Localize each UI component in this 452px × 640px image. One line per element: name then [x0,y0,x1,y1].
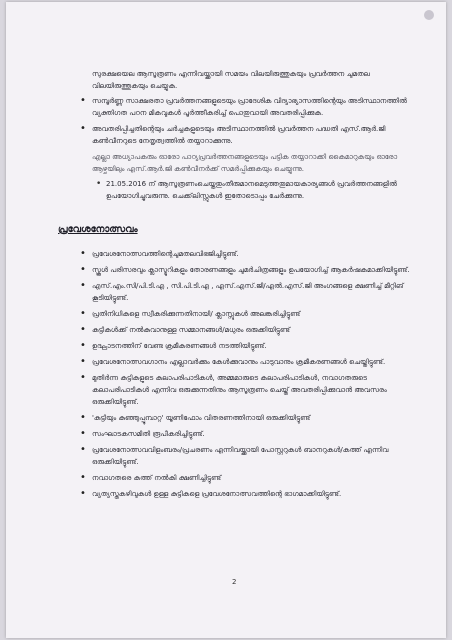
sub-bullet-list [56,178,426,202]
list-item: • പ്രവേശനോത്സവത്തിന്റെചുമതലവിഭജിച്ചിട്ടുണ്ട്. [56,248,426,260]
page-mark [424,10,434,20]
list-item: • വ്യത്യസ്തകഴിവുകൾ ഉള്ള കുട്ടികളെ പ്രവേശനോത്സവത്തിന്റെ ഭാഗമാക്കിയിട്ടുണ്ട്. [56,488,426,500]
list-item: • സ്കൂൾ പരിസരവും ക്ലാസ്മുറികളും തോരണങ്ങളും ചുമർചിത്രങ്ങളും ഉപയോഗിച്ച് ആകർഷകമാക്കിയിട്ടുണ്ട്. [56,264,426,276]
list-item: • പ്രവേശനോത്സവവിളംബരം/പ്രചരണം എന്നിവയ്ക്കായി പോസ്റ്ററുകൾ ബാനറുകൾ/കത്ത് എന്നിവ ഒരുക്കിയിട്ടുണ്ട്. [56,444,426,468]
list-item: • ഉദ്ഘാടനത്തിന് വേണ്ട ക്രമീകരണങ്ങൾ നടത്തിയിട്ടുണ്ട്. [56,340,426,352]
list-item: • അവതരിപ്പിച്ചതിന്റെയും ചർച്ചകളുടെയും അടിസ്ഥാനത്തിൽ പ്രവർത്തന പദ്ധതി എസ്.ആർ.ജി കൺവീനറുടെ നേതൃത്വത്തിൽ തയ്യാറാക്കുന്നു. [56,123,426,147]
top-bullet-list [56,95,426,147]
note-paragraph: എല്ലാ അധ്യാപകരും ഓരോ പാഠ്യപ്രവർത്തനങ്ങളുടെയും പട്ടിക തയ്യാറാക്കി കൈമാറുകയും ഓരോ ആഴ്ചയിലും എസ്.ആർ.ജി കൺവീനർക്ക് സമർപ്പിക്കുകയും ചെയ്യുന്നു. [92,153,398,173]
list-item: • എസ്.എം.സി/പി.ടി.എ , സി.പി.ടി.എ , എസ്.എസ്.ജി/എൽ.എസ്.ജി അംഗങ്ങളെ ക്ഷണിച്ച് മീറ്റിങ് കൂടിയിട്ടുണ്ട്. [56,280,426,304]
list-item: • പ്രതിനിധികളെ സ്വീകരിക്കുന്നതിനായി/ ക്ലാസ്സുകൾ അലങ്കരിച്ചിട്ടുണ്ട് [56,308,426,320]
list-item: • മുതിർന്ന കുട്ടികളുടെ കലാപരിപാടികൾ, അമ്മമാരുടെ കലാപരിപാടികൾ, നവാഗതരുടെ കലാപരിപാടികൾ എന്നിവ ഒരുക്കുന്നതിനും ആസൂത്രണം ചെയ്ത് അവതരിപ്പിക്കുവാൻ അവസരം ഒരുക്കിയിട്ടുണ്ട്. [56,372,426,408]
list-item: • നവാഗതരെ കത്ത് നൽകി ക്ഷണിച്ചിട്ടുണ്ട് [56,472,426,484]
list-item: • പ്രവേശനോത്സവഗാനം എല്ലാവർക്കും കേൾക്കുവാനും പാടുവാനും ക്രമീകരണങ്ങൾ ചെയ്തിട്ടുണ്ട്. [56,356,426,368]
lead-paragraph: സുരക്ഷയെല ആസൂത്രണം എന്നിവയ്ക്കായി സമയം വിലയിരുത്തുകയും പ്രവർത്തന ചുമതല വിലയിരുത്തുകയും ചെയ്യുക. [92,70,370,90]
praveshanolsavam-list [56,248,426,500]
list-item: • കുട്ടികൾക്ക് നൽകുവാനുള്ള സമ്മാനങ്ങൾ/മധുരം ഒരുക്കിയിട്ടുണ്ട് [56,324,426,336]
document-page [6,2,446,638]
list-item: • 'കുട്ടിയും കുഞ്ഞുപ്പൂമ്പാറ്റ' യൂണിഫോം വിതരണത്തിനായി ഒരുക്കിയിട്ടുണ്ട് [56,412,426,424]
document-body [56,68,426,504]
section-heading: പ്രവേശനോത്സവം [58,224,138,235]
list-item: • സംഘാടകസമിതി രൂപീകരിച്ചിട്ടുണ്ട്. [56,428,426,440]
page-number: 2 [232,578,237,586]
list-item: • 21.05.2016 ന് ആസൂത്രണംചെയ്തതുംതീരുമാനമെടുത്തതുമായകാര്യങ്ങൾ പ്രവർത്തനങ്ങളിൽ ഉപയോഗിച്ചുവരുന്നു. ചെക്ക്‌ലിസ്റ്റുകൾ ഇതോടൊപ്പം ചേർക്കുന്നു. [56,178,426,202]
list-item: • സമ്പൂർണ്ണ സാക്ഷരതാ പ്രവർത്തനങ്ങളുടെയും പ്രാദേശിക വിദ്യാഭ്യാസത്തിന്റെയും അടിസ്ഥാനത്തിൽ വ്യക്തിഗത പഠന മികവുകൾ പൂർത്തീകരിച്ച് പൊതുവായി അവതരിപ്പിക്കുക. [56,95,426,119]
